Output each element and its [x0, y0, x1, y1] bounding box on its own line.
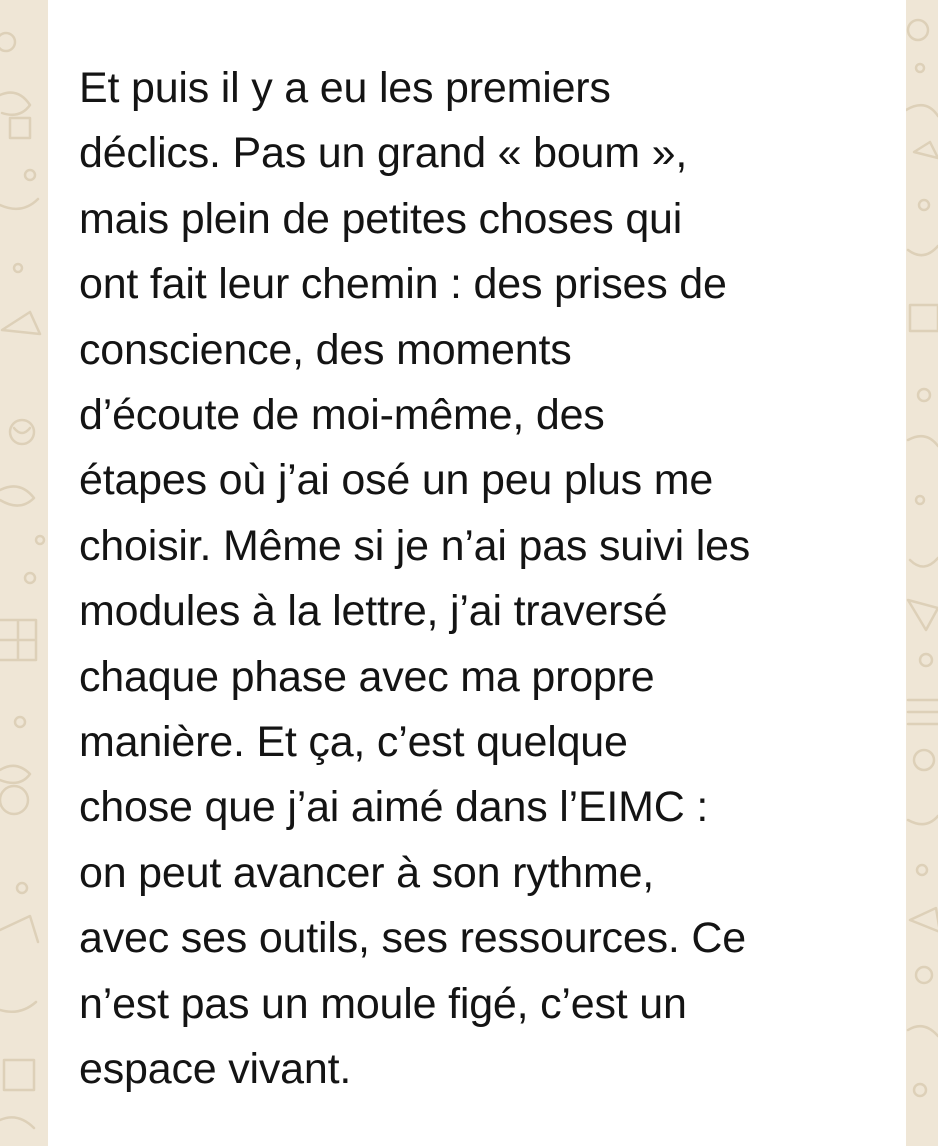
message-text: Et puis il y a eu les premiers déclics. Pas un grand « boum », mais plein de petites choses qui ont fait leur chemin : des prises de conscience, des moments d’écoute de moi-même, des étapes où j’ai osé un peu plus me choisir. Même si je n’ai pas suivi les modules à la lettre, j’ai traversé chaque phase avec ma propre manière. Et ça, c’est quelque chose que j’ai aimé dans l’EIMC : on peut avancer à son rythme, avec ses outils, ses ressources. Ce n’est pas un moule figé, c’est un espace vivant.: [79, 64, 751, 1094]
message-bubble: [48, 0, 906, 1146]
